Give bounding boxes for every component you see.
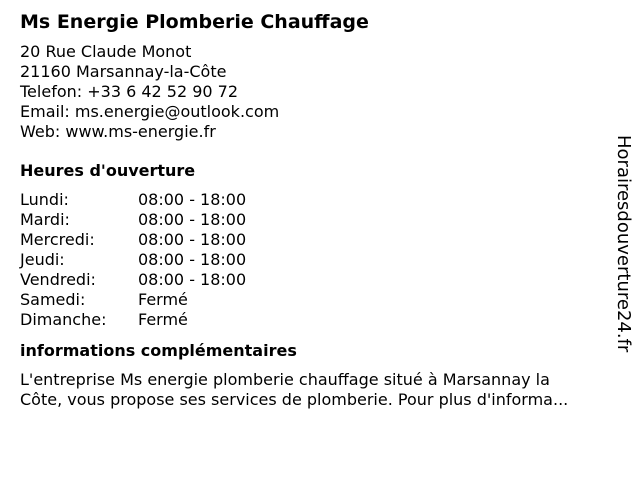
hours-time: 08:00 - 18:00 — [138, 270, 247, 289]
phone-line: Telefon: +33 6 42 52 90 72 — [20, 82, 239, 101]
hours-day: Jeudi: — [20, 250, 65, 269]
hours-time: 08:00 - 18:00 — [138, 250, 247, 269]
hours-day: Lundi: — [20, 190, 69, 209]
description-line: L'entreprise Ms energie plomberie chauffage situé à Marsannay la — [20, 370, 550, 389]
web-line: Web: www.ms-energie.fr — [20, 122, 216, 141]
hours-time: Fermé — [138, 310, 188, 329]
email-line: Email: ms.energie@outlook.com — [20, 102, 280, 121]
hours-day: Mardi: — [20, 210, 70, 229]
hours-day: Samedi: — [20, 290, 86, 309]
hours-row-mercredi — [20, 230, 610, 250]
hours-row-samedi — [20, 290, 610, 310]
hours-row-vendredi — [20, 270, 610, 290]
hours-day: Mercredi: — [20, 230, 95, 249]
address-city: 21160 Marsannay-la-Côte — [20, 62, 227, 81]
hours-time: Fermé — [138, 290, 188, 309]
business-name: Ms Energie Plomberie Chauffage — [20, 11, 369, 33]
business-description — [20, 370, 620, 410]
site-watermark: Horairesdouverture24.fr — [613, 135, 634, 353]
hours-time: 08:00 - 18:00 — [138, 190, 247, 209]
description-line: Côte, vous propose ses services de plomberie. Pour plus d'informa... — [20, 390, 569, 409]
info-heading: informations complémentaires — [20, 341, 297, 360]
address-street: 20 Rue Claude Monot — [20, 42, 192, 61]
hours-table — [20, 190, 610, 330]
hours-row-lundi — [20, 190, 610, 210]
hours-day: Vendredi: — [20, 270, 96, 289]
hours-time: 08:00 - 18:00 — [138, 230, 247, 249]
hours-day: Dimanche: — [20, 310, 107, 329]
hours-time: 08:00 - 18:00 — [138, 210, 247, 229]
hours-row-jeudi — [20, 250, 610, 270]
hours-heading: Heures d'ouverture — [20, 161, 196, 180]
hours-row-mardi — [20, 210, 610, 230]
business-card — [20, 10, 610, 410]
hours-row-dimanche — [20, 310, 610, 330]
